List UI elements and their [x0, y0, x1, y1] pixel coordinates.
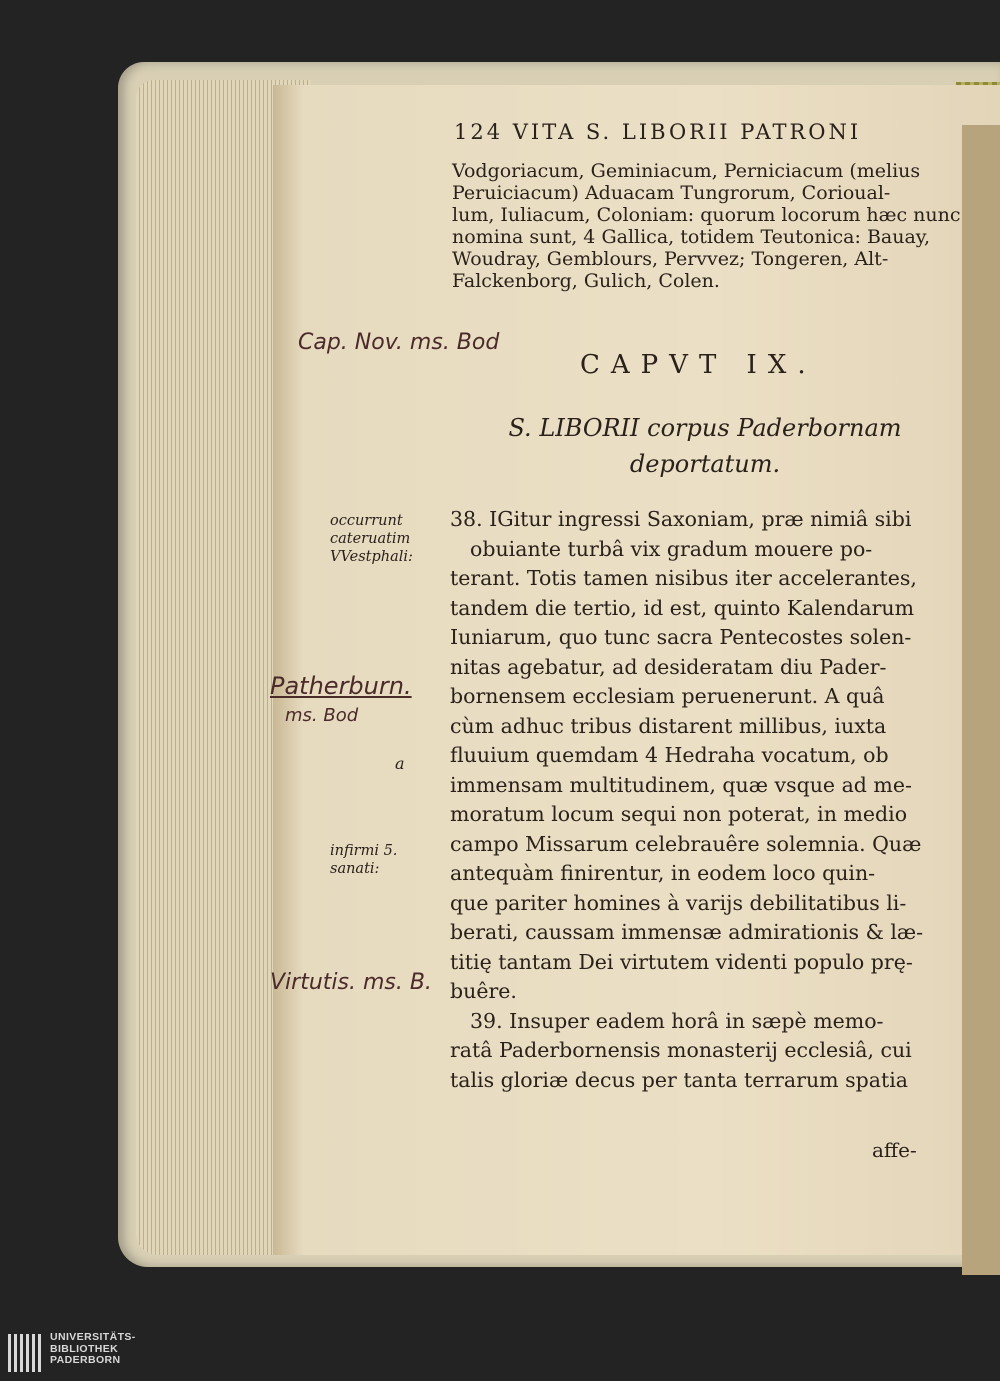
text-line: antequàm finirentur, in eodem loco quin- — [450, 861, 876, 885]
text-line: buêre. — [450, 979, 517, 1003]
text-line: fluuium quemdam 4 Hedraha vocatum, ob — [450, 743, 889, 767]
text-line: tandem die tertio, id est, quinto Kalendarum — [450, 595, 915, 620]
text-line: lum, Iuliacum, Coloniam: quorum locorum hæc nunc — [452, 204, 961, 226]
handwritten-note: Virtutis. ms. B. — [270, 970, 432, 995]
text-line: terant. Totis tamen nisibus iter accelerantes, — [450, 566, 917, 590]
text-line: ratâ Paderbornensis monasterij ecclesiâ, cui — [450, 1038, 912, 1062]
text-line: 38. IGitur ingressi Saxoniam, præ nimiâ sibi — [450, 507, 912, 531]
text-line: 39. Insuper eadem horâ in sæpè memo- — [470, 1008, 884, 1033]
subtitle-line: deportatum. — [629, 450, 781, 478]
margin-line: occurrunt — [330, 513, 403, 529]
text-line: campo Missarum celebrauêre solemnia. Quæ — [450, 831, 922, 856]
facing-page-edge — [962, 125, 1000, 1275]
library-footer — [0, 1330, 1000, 1381]
text-line: Woudray, Gemblours, Pervvez; Tongeren, Alt- — [452, 248, 889, 270]
text-line: Falckenborg, Gulich, Colen. — [452, 270, 720, 292]
handwritten-note: ms. Bod — [285, 705, 359, 726]
library-name-line: PADERBORN — [50, 1354, 121, 1366]
text-line: nomina sunt, 4 Gallica, totidem Teutonica: Bauay, — [452, 226, 931, 248]
top-paragraph — [452, 160, 961, 292]
library-logo-icon — [6, 1330, 44, 1376]
running-header: 124 VITA S. LIBORII PATRONI — [454, 120, 862, 144]
text-line: titię tantam Dei virtutem videnti populo prę- — [450, 949, 913, 974]
text-line: nitas agebatur, ad desideratam diu Pader- — [450, 654, 887, 679]
text-line: Iuniarum, quo tunc sacra Pentecostes solen- — [450, 625, 912, 649]
text-line: immensam multitudinem, quæ vsque ad me- — [450, 772, 912, 797]
margin-note-letter: a — [395, 754, 405, 773]
margin-line: cateruatim — [330, 531, 411, 547]
chapter-subtitle — [470, 410, 940, 482]
margin-line: VVestphali: — [330, 549, 413, 565]
margin-line: sanati: — [330, 861, 380, 877]
subtitle-line: S. LIBORII corpus Paderbornam — [508, 414, 902, 442]
handwritten-note: Patherburn. — [270, 672, 412, 700]
text-line: moratum locum sequi non poterat, in medio — [450, 802, 908, 826]
text-line: Vodgoriacum, Geminiacum, Perniciacum (melius — [452, 160, 921, 182]
margin-note — [330, 842, 397, 878]
library-name-line: BIBLIOTHEK — [50, 1342, 119, 1355]
text-line: obuiante turbâ vix gradum mouere po- — [470, 536, 873, 561]
body-text — [450, 505, 935, 1095]
library-name-line: UNIVERSITÄTS- — [50, 1331, 136, 1343]
text-line: que pariter homines à varijs debilitatibus li- — [450, 890, 907, 915]
handwritten-note: Cap. Nov. ms. Bod — [298, 330, 500, 355]
margin-line: infirmi 5. — [330, 843, 398, 859]
margin-note — [330, 512, 413, 566]
text-line: berati, caussam immensæ admirationis & læ- — [450, 920, 924, 944]
text-line: talis gloriæ decus per tanta terrarum spatia — [450, 1067, 908, 1092]
text-line: bornensem ecclesiam peruenerunt. A quâ — [450, 684, 885, 708]
text-line: Peruiciacum) Aduacam Tungrorum, Corioual- — [452, 182, 891, 204]
chapter-title: CAPVT IX. — [580, 350, 817, 380]
library-name — [50, 1332, 136, 1367]
catchword: affe- — [872, 1138, 917, 1162]
text-line: cùm adhuc tribus distarent millibus, iuxta — [450, 713, 887, 738]
